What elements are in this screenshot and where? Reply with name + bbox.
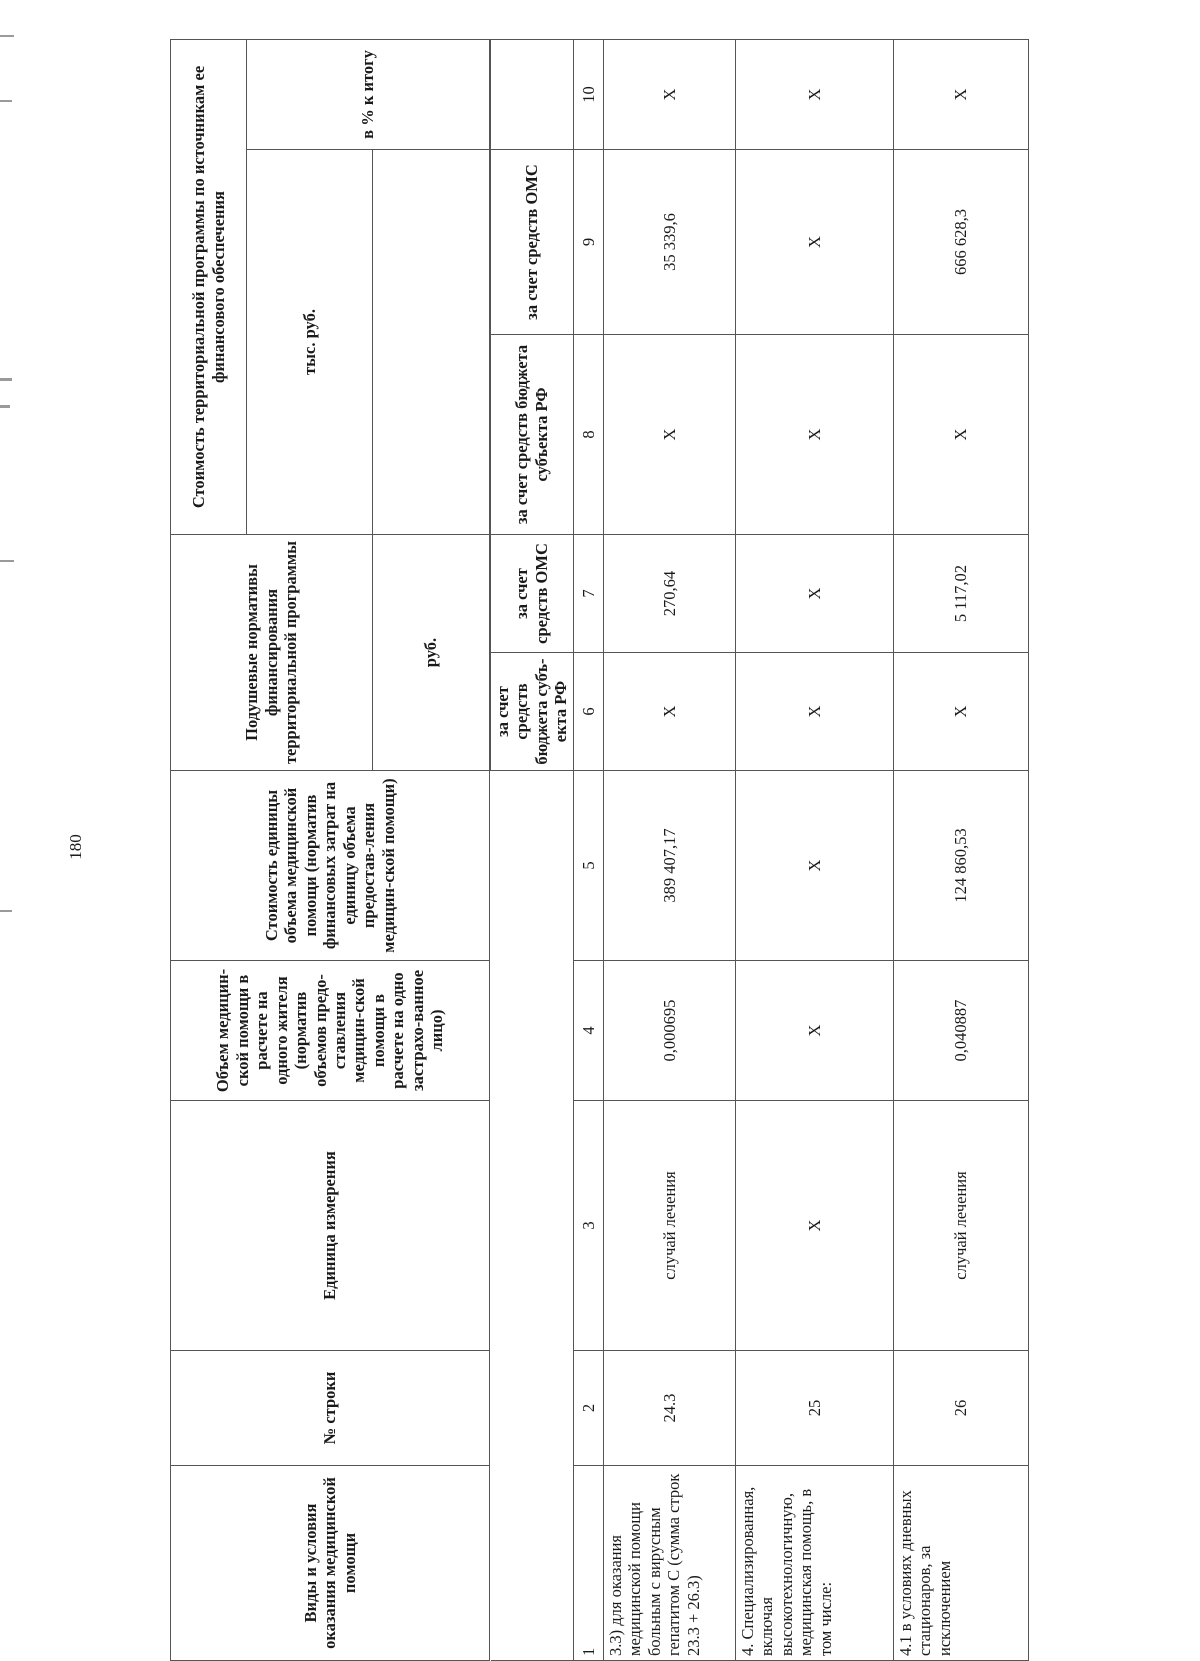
financing-table [170, 39, 1029, 1661]
row-percent: Х [735, 39, 893, 149]
row-name: 4. Специализированная, включая высокотехнологичную, медицинская помощь, в том числе: [735, 1466, 893, 1661]
header-thousand-rub: тыс. руб. [247, 150, 373, 535]
scan-artifact [0, 910, 12, 912]
row-cost-budget: Х [735, 335, 893, 535]
header-line-number: № строки [171, 1351, 490, 1466]
row-percent: Х [893, 39, 1028, 149]
header-cost-group: Стоимость территориальной программы по источникам ее финансового обеспечения [171, 39, 247, 534]
column-number: 9 [573, 150, 603, 335]
header-cost-oms: за счет средств ОМС [491, 150, 574, 335]
header-rub: руб. [373, 535, 490, 771]
row-name: 3.3) для оказания медицинской помощи больным с вирусным гепатитом С (сумма строк 23.3 + 26.3) [603, 1466, 735, 1661]
row-per-capita-oms: 270,64 [603, 535, 735, 653]
row-line-number: 25 [735, 1351, 893, 1466]
table-landscape [170, 40, 1200, 1661]
row-unit: случай лечения [893, 1101, 1028, 1351]
row-per-capita-oms: 5 117,02 [893, 535, 1028, 653]
header-per-capita-oms: за счет средств ОМС [491, 535, 574, 653]
scan-artifact [0, 378, 12, 381]
page-number: 180 [66, 834, 85, 860]
column-number: 3 [573, 1101, 603, 1351]
scan-artifact [0, 35, 14, 37]
header-per-capita-budget: за счет средств бюджета субъ-екта РФ [491, 653, 574, 771]
scan-artifact [0, 405, 10, 408]
row-per-capita-budget: Х [735, 653, 893, 771]
rotated-table-container [170, 40, 1200, 1661]
row-unit: случай лечения [603, 1101, 735, 1351]
row-percent: Х [603, 39, 735, 149]
header-unit: Единица измерения [171, 1101, 490, 1351]
table-row [603, 39, 735, 1660]
row-volume: 0,000695 [603, 961, 735, 1101]
row-cost-oms: 35 339,6 [603, 150, 735, 335]
row-cost-budget: Х [893, 335, 1028, 535]
column-number: 5 [573, 771, 603, 961]
header-percent-spacer [491, 39, 574, 149]
header-volume: Объем медицин-ской помощи в расчете на одного жителя (норматив объемов предо-ставления медицин-ской помощи в расчете на одно застрахо-ванное лицо) [171, 961, 490, 1101]
row-per-capita-budget: Х [603, 653, 735, 771]
header-thousand-rub-spacer [373, 150, 490, 535]
row-volume: Х [735, 961, 893, 1101]
header-percent-total: в % к итогу [247, 39, 490, 149]
row-unit-cost: 124 860,53 [893, 771, 1028, 961]
row-per-capita-oms: Х [735, 535, 893, 653]
header-per-capita-group: Подушевые нормативы финансирования территориальной программы [171, 535, 373, 771]
row-cost-budget: Х [603, 335, 735, 535]
column-number: 6 [573, 653, 603, 771]
table-row [893, 39, 1028, 1660]
header-kinds: Виды и условия оказания медицинской помощи [171, 1466, 490, 1661]
row-unit-cost: 389 407,17 [603, 771, 735, 961]
row-unit-cost: Х [735, 771, 893, 961]
column-number: 7 [573, 535, 603, 653]
row-line-number: 26 [893, 1351, 1028, 1466]
column-number: 8 [573, 335, 603, 535]
scan-artifact [0, 560, 14, 562]
header-cost-budget: за счет средств бюджета субъекта РФ [491, 335, 574, 535]
scan-artifact [0, 100, 12, 102]
row-cost-oms: 666 628,3 [893, 150, 1028, 335]
column-number: 2 [573, 1351, 603, 1466]
row-cost-oms: Х [735, 150, 893, 335]
header-spacer [491, 771, 574, 1661]
row-volume: 0,040887 [893, 961, 1028, 1101]
column-number: 1 [573, 1466, 603, 1661]
row-name: 4.1 в условиях дневных стационаров, за исключением [893, 1466, 1028, 1661]
header-unit-cost: Стоимость единицы объема медицинской помощи (норматив финансовых затрат на единицу объема предостав-ления медицин-ской помощи) [171, 771, 490, 961]
row-unit: Х [735, 1101, 893, 1351]
table-row [735, 39, 893, 1660]
row-line-number: 24.3 [603, 1351, 735, 1466]
column-number-row [573, 39, 603, 1660]
column-number: 10 [573, 39, 603, 149]
row-per-capita-budget: Х [893, 653, 1028, 771]
column-number: 4 [573, 961, 603, 1101]
